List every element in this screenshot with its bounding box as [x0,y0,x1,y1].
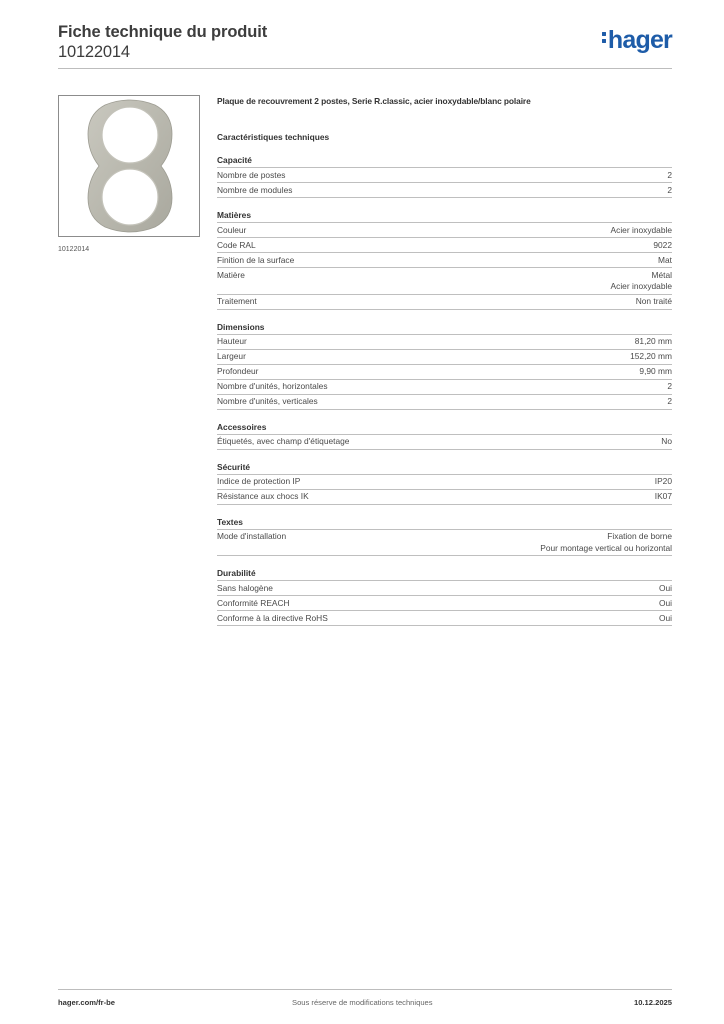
spec-values [655,491,672,503]
section-title: Capacité [217,155,672,168]
spec-label: Matière [217,269,245,280]
spec-value: Acier inoxydable [610,281,672,291]
plate-opening-top [102,107,158,163]
spec-section [217,517,672,557]
spec-row [217,611,672,626]
spec-label: Conformité REACH [217,597,290,608]
spec-value: Acier inoxydable [610,224,672,235]
spec-label: Traitement [217,296,257,306]
spec-label: Finition de la surface [217,254,295,265]
spec-label: Hauteur [217,336,247,346]
plate-opening-bottom [102,169,158,225]
logo-text: hager [607,26,672,54]
spec-value: Pour montage vertical ou horizontal [540,542,672,553]
spec-value: 2 [667,184,672,195]
spec-values [635,336,672,348]
spec-value: 152,20 mm [630,351,672,361]
cover-plate-icon [59,96,199,236]
spec-label: Mode d'installation [217,531,287,541]
spec-section [217,210,672,310]
spec-values [667,185,672,197]
spec-label: Profondeur [217,366,259,376]
spec-row [217,380,672,395]
spec-value: Oui [658,597,672,608]
spec-row [217,365,672,380]
section-title: Textes [217,517,672,530]
spec-value: 9,90 mm [639,366,672,376]
spec-row [217,253,672,268]
logo-dots-icon [602,29,607,46]
spec-label: Conforme à la directive RoHS [217,612,328,623]
spec-row [217,183,672,198]
spec-label: Résistance aux chocs IK [217,491,309,501]
spec-values [630,351,672,363]
footer-date: 10.12.2025 [633,998,672,1007]
spec-values [636,296,672,308]
page-title: Fiche technique du produit [58,23,268,41]
spec-values [653,240,672,252]
spec-row [217,395,672,410]
spec-value: Fixation de borne [607,531,672,541]
spec-label: Sans halogène [217,582,273,593]
spec-value: Mat [658,254,672,265]
spec-value: 9022 [653,239,672,250]
spec-row [217,238,672,253]
spec-label: Nombre d'unités, verticales [217,396,318,406]
spec-row [217,581,672,596]
spec-label: Indice de protection IP [217,476,301,486]
spec-values [658,255,672,267]
spec-label: Nombre d'unités, horizontales [217,381,328,391]
spec-value: 2 [667,169,672,180]
spec-section [217,568,672,626]
characteristics-title: Caractéristiques techniques [217,132,330,142]
spec-label: Étiquetés, avec champ d'étiquetage [217,436,350,446]
footer-divider [58,989,672,990]
section-title: Accessoires [217,422,672,435]
spec-row [217,596,672,611]
image-caption: 10122014 [58,246,90,253]
spec-value: Non traité [635,296,672,306]
spec-row [217,335,672,350]
spec-values [661,436,672,448]
spec-values [540,531,672,554]
spec-section [217,462,672,505]
spec-row [217,268,672,295]
spec-value: IP20 [654,476,672,486]
spec-section [217,155,672,198]
spec-label: Largeur [217,351,246,361]
spec-value: Métal [651,269,672,280]
spec-value: IK07 [654,491,672,501]
spec-label: Code RAL [217,239,256,250]
spec-row [217,490,672,505]
spec-section [217,422,672,450]
spec-values [659,583,672,595]
product-reference: 10122014 [58,43,130,61]
spec-row [217,475,672,490]
spec-values [639,366,672,378]
spec-row [217,168,672,183]
page-header [58,22,672,68]
hager-logo [602,26,672,54]
spec-value: No [661,436,672,446]
spec-values [655,476,672,488]
spec-row [217,223,672,238]
spec-value: Oui [658,612,672,623]
spec-row [217,435,672,450]
spec-values [659,598,672,610]
spec-values [667,170,672,182]
spec-values [667,396,672,408]
spec-row [217,295,672,310]
spec-value: Oui [658,582,672,593]
spec-values [667,381,672,393]
spec-label: Couleur [217,224,247,235]
spec-value: 2 [667,396,672,406]
spec-row [217,530,672,557]
spec-sections [217,155,672,626]
spec-value: 81,20 mm [634,336,672,346]
header-divider [58,68,672,69]
section-title: Matières [217,210,672,223]
spec-section [217,322,672,410]
section-title: Durabilité [217,568,672,581]
spec-values [611,225,672,237]
spec-label: Nombre de modules [217,184,293,195]
section-title: Dimensions [217,322,672,335]
spec-value: 2 [667,381,672,391]
product-description: Plaque de recouvrement 2 postes, Serie R.classic, acier inoxydable/blanc polaire [217,96,531,106]
spec-values [659,613,672,625]
spec-row [217,350,672,365]
footer-disclaimer: Sous réserve de modifications techniques [292,998,433,1007]
section-title: Sécurité [217,462,672,475]
spec-label: Nombre de postes [217,169,286,180]
product-image-frame [58,95,200,237]
spec-values [611,270,672,293]
footer-website[interactable]: hager.com/fr-be [58,998,115,1007]
product-content [217,95,672,626]
